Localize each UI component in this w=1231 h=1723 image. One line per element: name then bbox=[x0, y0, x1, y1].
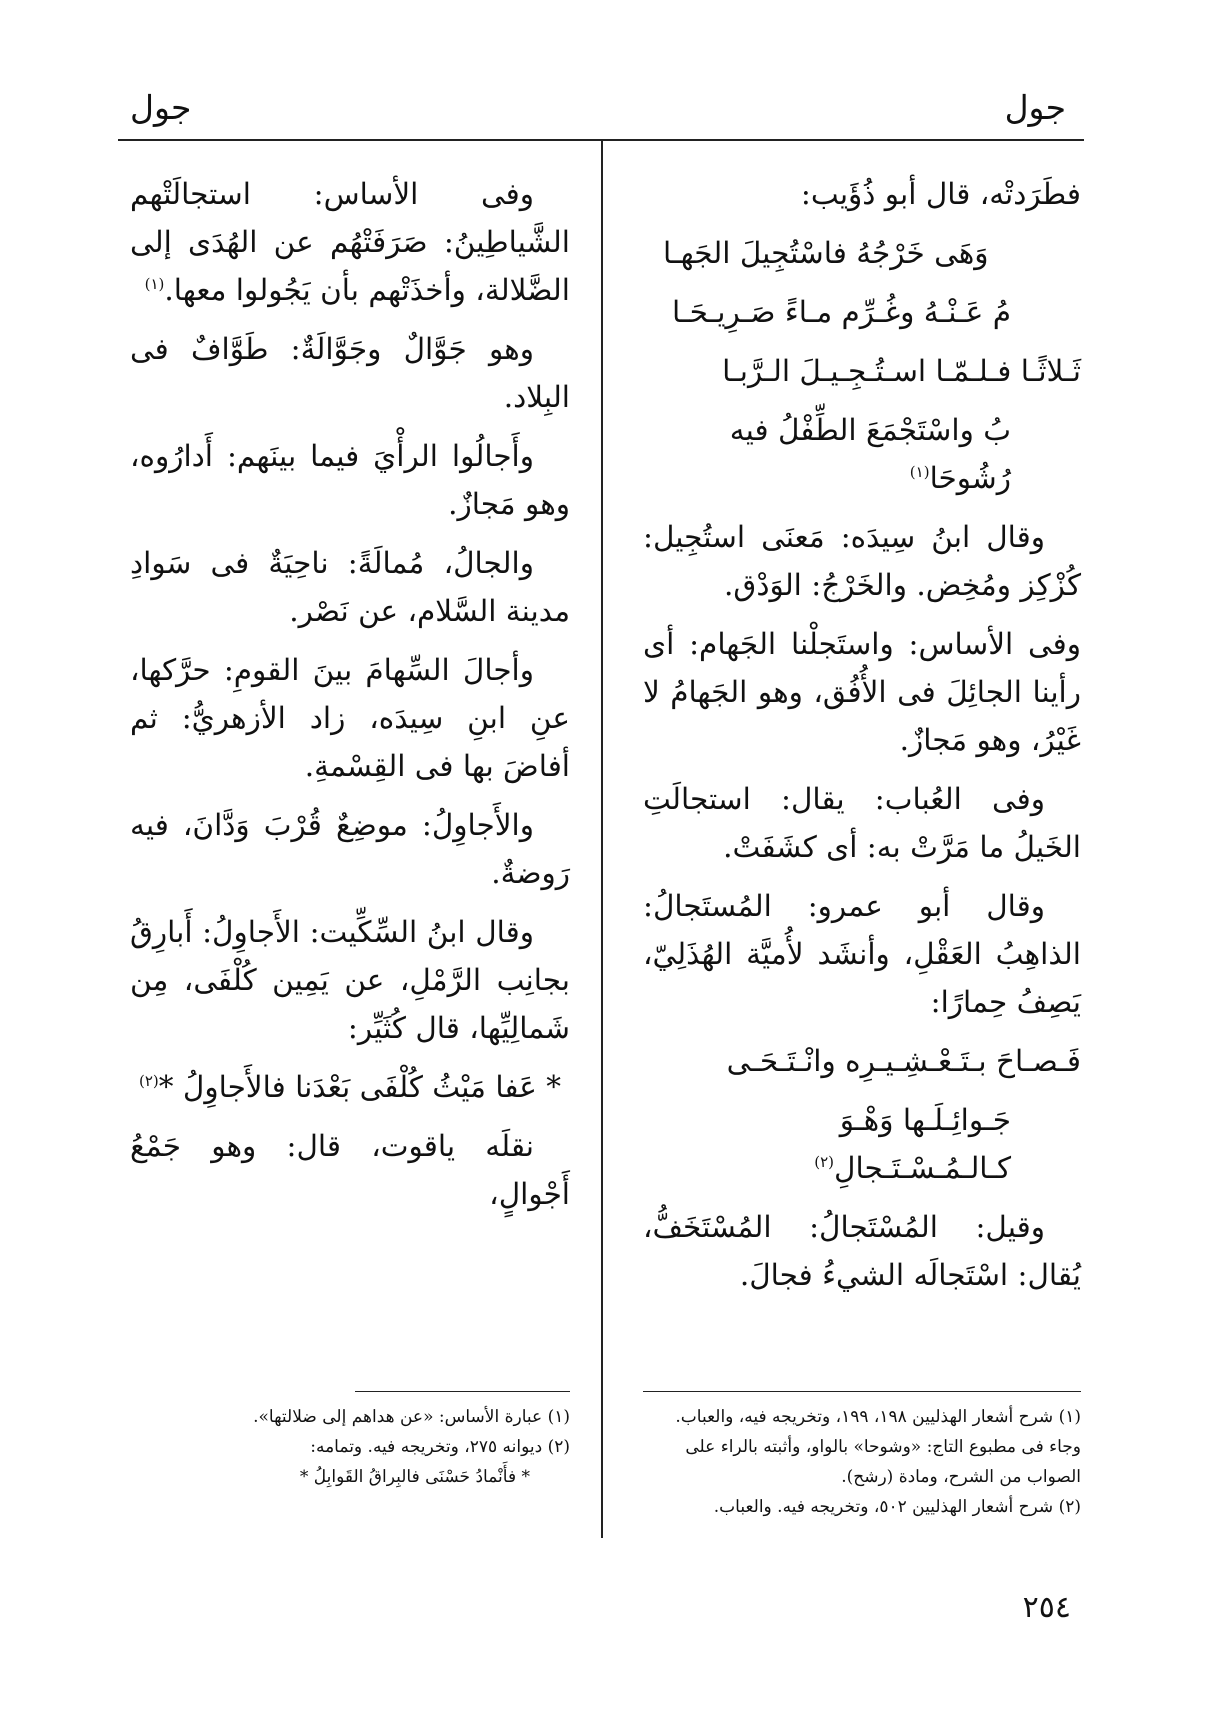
right-column bbox=[643, 170, 1081, 1310]
verse-line: ثَـلاثًـا فـلـمّـا اسـتُـجِـيـلَ الـرَّبـا bbox=[722, 354, 1081, 388]
paragraph: والأَجاوِلُ: موضِعٌ قُرْبَ وَدَّانَ، فيه رَوضةٌ. bbox=[130, 808, 570, 890]
paragraph: وقال ابنُ سِيدَه: مَعنَى استُجِيل: كُزْكِز ومُخِض. والخَرْجُ: الوَدْق. bbox=[643, 520, 1081, 602]
verse-line bbox=[643, 406, 1081, 502]
footnote-marker: (٢) bbox=[814, 1153, 835, 1172]
paragraph-text: وفى الأساس: استجالَتْهم الشَّياطِينُ: صَرَفَتْهُم عن الهُدَى إلى الضَّلالة، وأخذَتْهم بأن يَجُولوا معها. bbox=[130, 177, 570, 307]
verse-text: * عَفا مَيْثُ كُلْفَى بَعْدَنا فالأَجاوِلُ * bbox=[158, 1070, 561, 1104]
verse-text: بُ واسْتَجْمَعَ الطِّفْلُ فيه رُشُوحَا bbox=[729, 413, 1011, 495]
footnotes-right bbox=[641, 1402, 1081, 1522]
column-divider bbox=[601, 141, 603, 1538]
verse-line bbox=[643, 1096, 1081, 1192]
verse-line bbox=[130, 1063, 570, 1111]
paragraph: وفى العُباب: يقال: استجالَتِ الخَيلُ ما مَرَّتْ به: أى كشَفَتْ. bbox=[643, 782, 1081, 864]
footnote-marker: (١) bbox=[144, 275, 165, 294]
running-header-left: جول bbox=[130, 88, 192, 127]
paragraph: نقلَه ياقوت، قال: وهو جَمْعُ أَجْوالٍ، bbox=[130, 1129, 570, 1211]
paragraph: وقال أبو عمرو: المُستَجالُ: الذاهِبُ العَقْلِ، وأنشَد لأُميَّة الهُذَلِيّ، يَصِفُ حِمارًا: bbox=[643, 889, 1081, 1019]
footnotes-left bbox=[130, 1402, 570, 1492]
footnote-marker: (١) bbox=[909, 463, 930, 482]
footnote: (١) شرح أشعار الهذليين ١٩٨، ١٩٩، وتخريجه فيه، والعباب. وجاء فى مطبوع التاج: «وشوحا» بالواو، وأثبته بالراء على الصواب من الشرح، ومادة (رشح). bbox=[675, 1407, 1081, 1487]
verse-line: فَـصـاحَ بـتَـعْـشِـيـرِه وانْـتَـحَـى bbox=[726, 1044, 1081, 1078]
page-number: ٢٥٤ bbox=[1022, 1590, 1071, 1625]
paragraph bbox=[130, 170, 570, 314]
footnote-marker: (٢) bbox=[139, 1072, 159, 1091]
paragraph: وقال ابنُ السِّكِّيت: الأَجاوِلُ: أَبارِقُ بجانِب الرَّمْلِ، عن يَمِين كُلْفَى، مِن شَمالِيِّها، قال كُثَيِّر: bbox=[130, 915, 570, 1045]
verse-line: وَهَى خَرْجُهُ فاسْتُجِيلَ الجَهـا bbox=[663, 236, 989, 270]
left-column bbox=[130, 170, 570, 1229]
footnote-rule-right bbox=[643, 1391, 1081, 1392]
footnote-rule-left bbox=[355, 1391, 570, 1392]
paragraph: وفى الأساس: واستَجلْنا الجَهام: أى رأينا الجائِلَ فى الأُفُق، وهو الجَهامُ لا غَيْرُ، وهو مَجازٌ. bbox=[643, 627, 1081, 757]
paragraph: وقيل: المُسْتَجالُ: المُسْتَخَفُّ، يُقال: اسْتَجالَه الشيءُ فجالَ. bbox=[643, 1210, 1081, 1292]
running-header-right: جول bbox=[1004, 88, 1066, 127]
footnote: (٢) ديوانه ٢٧٥، وتخريجه فيه. وتمامه: bbox=[310, 1437, 570, 1457]
paragraph: فطَرَدتْه، قال أبو ذُؤَيب: bbox=[800, 177, 1081, 211]
paragraph: وهو جَوَّالٌ وجَوَّالَةٌ: طَوَّافٌ فى البِلاد. bbox=[130, 332, 570, 414]
footnote: (١) عبارة الأساس: «عن هداهم إلى ضلالتها». bbox=[253, 1407, 570, 1427]
footnote-verse: * فأَنْمادُ حَسْنَى فالبِراقُ القَوابِلُ * bbox=[299, 1467, 530, 1487]
verse-text: جَـوائِـلَـها وَهْـوَ كـالـمُـسْـتَـجالِ bbox=[834, 1103, 1011, 1185]
paragraph: والجالُ، مُمالَةً: ناحِيَةٌ فى سَوادِ مدينة السَّلام، عن نَصْر. bbox=[130, 546, 570, 628]
paragraph: وأَجالُوا الرأْيَ فيما بينَهم: أَدارُوه، وهو مَجازٌ. bbox=[130, 439, 570, 521]
paragraph: وأجالَ السِّهامَ بينَ القومِ: حرَّكها، عنِ ابنِ سِيدَه، زاد الأزهريُّ: ثم أفاضَ بها فى القِسْمةِ. bbox=[130, 653, 570, 783]
verse-line: مُ عَـنْـهُ وغُـرِّم مـاءً صَـرِيـحَـا bbox=[671, 295, 1011, 329]
footnote: (٢) شرح أشعار الهذليين ٥٠٢، وتخريجه فيه. والعباب. bbox=[713, 1497, 1081, 1517]
